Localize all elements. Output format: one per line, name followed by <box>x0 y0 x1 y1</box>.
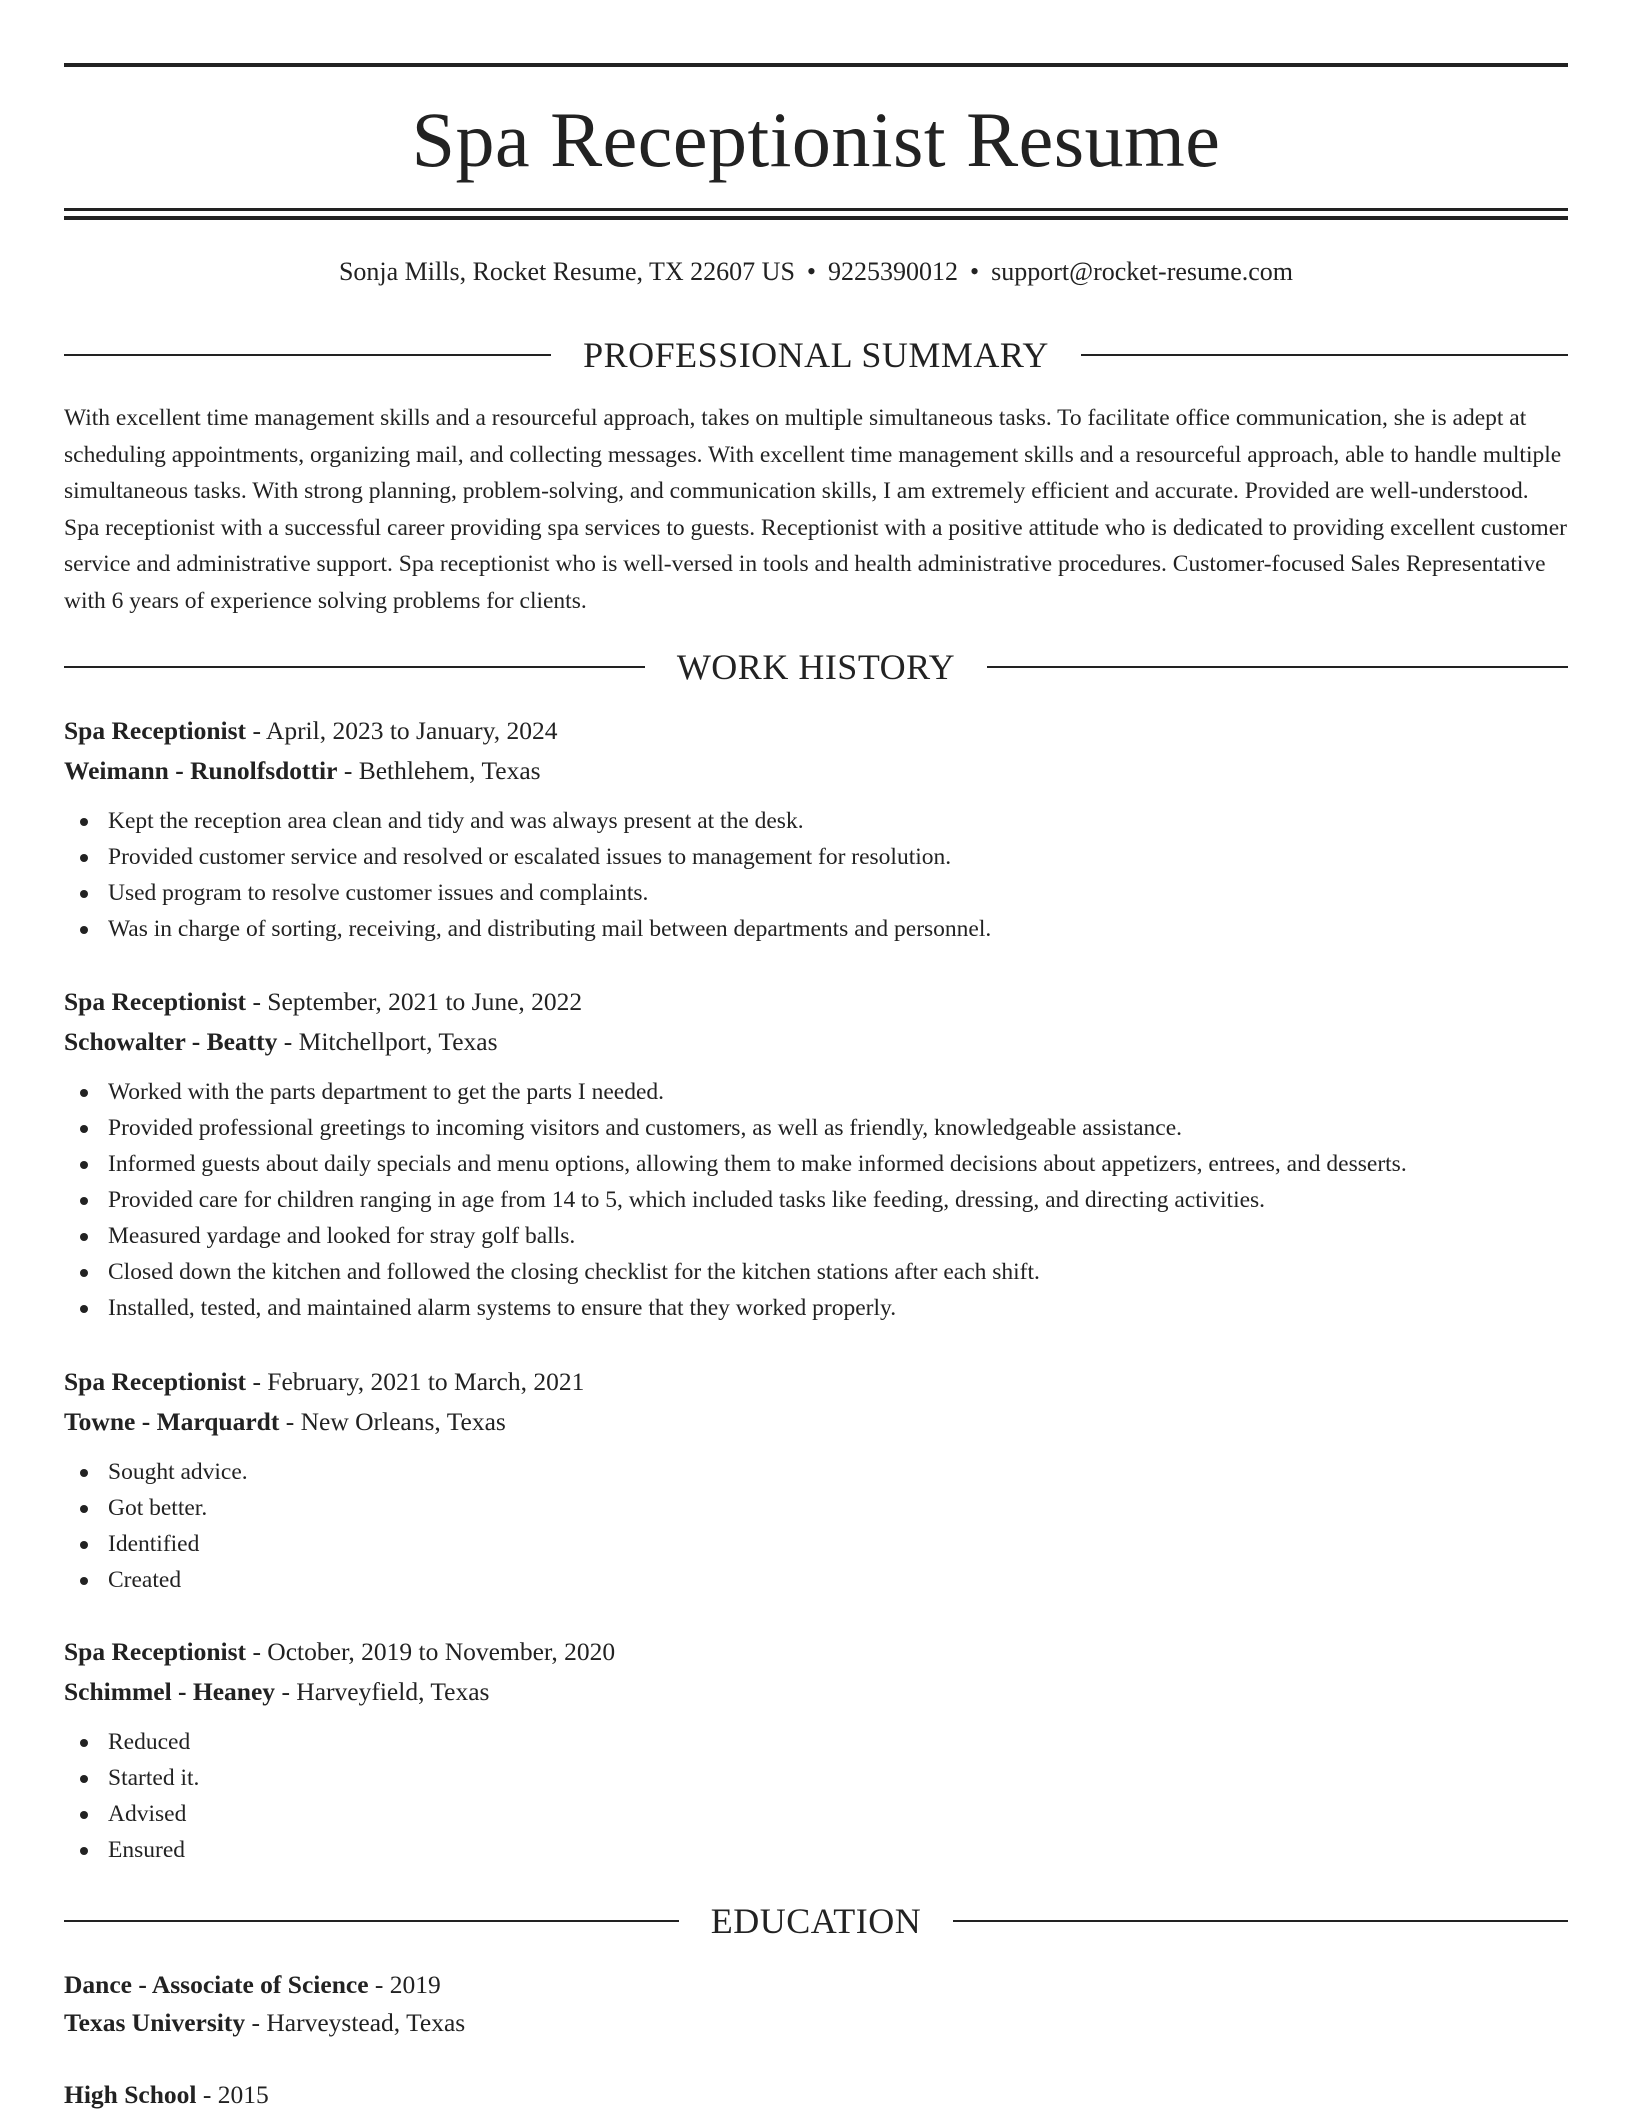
list-item: Installed, tested, and maintained alarm systems to ensure that they worked properly. <box>64 1290 1568 1326</box>
job-dates: - September, 2021 to June, 2022 <box>246 987 583 1016</box>
job-entry <box>64 982 1568 1326</box>
education-degree: High School <box>64 2080 197 2109</box>
contact-separator: • <box>806 257 817 286</box>
list-item: Worked with the parts department to get the parts I needed. <box>64 1074 1568 1110</box>
education-degree-line <box>64 1966 1568 2004</box>
list-item: Used program to resolve customer issues and complaints. <box>64 875 1568 911</box>
job-company: Schimmel - Heaney <box>64 1677 276 1706</box>
education-heading-label: EDUCATION <box>710 1901 922 1941</box>
job-title: Spa Receptionist <box>64 716 247 745</box>
list-item: Informed guests about daily specials and menu options, allowing them to make informed decisions about appetizers, entrees, and desserts. <box>64 1146 1568 1182</box>
contact-phone: 9225390012 <box>828 257 959 286</box>
contact-line <box>64 254 1568 290</box>
job-bullets <box>64 803 1568 947</box>
contact-separator: • <box>970 257 980 286</box>
job-dates: - October, 2019 to November, 2020 <box>246 1637 616 1666</box>
work-heading-label: WORK HISTORY <box>676 647 956 687</box>
job-location: - Mitchellport, Texas <box>277 1027 498 1056</box>
list-item: Reduced <box>64 1724 1568 1760</box>
job-company: Weimann - Runolfsdottir <box>64 756 338 785</box>
job-title-line <box>64 1362 1568 1402</box>
list-item: Kept the reception area clean and tidy and was always present at the desk. <box>64 803 1568 839</box>
job-title-line <box>64 982 1568 1022</box>
title-double-rule <box>64 208 1568 220</box>
job-bullets <box>64 1724 1568 1868</box>
job-title: Spa Receptionist <box>64 1367 247 1396</box>
job-entry <box>64 711 1568 947</box>
education-entry <box>64 1966 1568 2042</box>
heading-rule-left <box>64 1920 679 1922</box>
job-company-line <box>64 1022 1568 1062</box>
job-company-line <box>64 1402 1568 1442</box>
job-location: - New Orleans, Texas <box>279 1407 506 1436</box>
job-location: - Bethlehem, Texas <box>337 756 541 785</box>
job-entry <box>64 1632 1568 1868</box>
list-item: Identified <box>64 1526 1568 1562</box>
heading-rule-right <box>1081 354 1568 356</box>
job-title: Spa Receptionist <box>64 1637 247 1666</box>
list-item: Got better. <box>64 1490 1568 1526</box>
job-company: Schowalter - Beatty <box>64 1027 278 1056</box>
list-item: Sought advice. <box>64 1454 1568 1490</box>
job-bullets <box>64 1074 1568 1326</box>
job-company-line <box>64 1672 1568 1712</box>
job-company-line <box>64 751 1568 791</box>
work-section-heading <box>64 645 1568 689</box>
list-item: Measured yardage and looked for stray golf balls. <box>64 1218 1568 1254</box>
education-school-line <box>64 2004 1568 2042</box>
job-bullets <box>64 1454 1568 1598</box>
list-item: Created <box>64 1562 1568 1598</box>
job-entry <box>64 1362 1568 1598</box>
education-location: - Harveystead, Texas <box>245 2008 466 2037</box>
contact-email: support@rocket-resume.com <box>991 257 1294 286</box>
summary-section-heading <box>64 333 1568 377</box>
job-dates: - April, 2023 to January, 2024 <box>246 716 558 745</box>
summary-text: With excellent time management skills and a resourceful approach, takes on multiple simultaneous tasks. To facilitate office communication, she is adept at scheduling appointments, organizing mail, and collecting messages. With excellent time management skills and a resourceful approach, able to handle multiple simultaneous tasks. With strong planning, problem-solving, and communication skills, I am extremely efficient and accurate. Provided are well-understood. Spa receptionist with a successful career providing spa services to guests. Receptionist with a positive attitude who is dedicated to providing excellent customer service and administrative support. Spa receptionist who is well-versed in tools and health administrative procedures. Customer-focused Sales Representative with 6 years of experience solving problems for clients. <box>64 405 1567 614</box>
summary-heading-label: PROFESSIONAL SUMMARY <box>583 335 1049 375</box>
job-title-line <box>64 711 1568 751</box>
education-school: Texas University <box>64 2008 246 2037</box>
job-dates: - February, 2021 to March, 2021 <box>246 1367 585 1396</box>
job-company: Towne - Marquardt <box>64 1407 280 1436</box>
list-item: Provided professional greetings to incoming visitors and customers, as well as friendly, knowledgeable assistance. <box>64 1110 1568 1146</box>
education-entry <box>64 2076 1568 2112</box>
job-location: - Harveyfield, Texas <box>275 1677 490 1706</box>
heading-rule-right <box>987 666 1568 668</box>
top-rule <box>64 63 1568 67</box>
page-title: Spa Receptionist Resume <box>411 96 1221 183</box>
education-section-heading <box>64 1899 1568 1943</box>
education-year: - 2019 <box>368 1970 441 1999</box>
list-item: Started it. <box>64 1760 1568 1796</box>
list-item: Closed down the kitchen and followed the closing checklist for the kitchen stations after each shift. <box>64 1254 1568 1290</box>
education-degree-line <box>64 2076 1568 2112</box>
list-item: Was in charge of sorting, receiving, and distributing mail between departments and personnel. <box>64 911 1568 947</box>
contact-address: Sonja Mills, Rocket Resume, TX 22607 US <box>338 257 795 286</box>
list-item: Provided customer service and resolved or escalated issues to management for resolution. <box>64 839 1568 875</box>
list-item: Provided care for children ranging in age from 14 to 5, which included tasks like feeding, dressing, and directing activities. <box>64 1182 1568 1218</box>
heading-rule-right <box>953 1920 1568 1922</box>
heading-rule-left <box>64 354 551 356</box>
education-degree: Dance - Associate of Science <box>64 1970 369 1999</box>
education-year: - 2015 <box>196 2080 269 2109</box>
job-title: Spa Receptionist <box>64 987 247 1016</box>
list-item: Ensured <box>64 1832 1568 1868</box>
list-item: Advised <box>64 1796 1568 1832</box>
heading-rule-left <box>64 666 645 668</box>
job-title-line <box>64 1632 1568 1672</box>
